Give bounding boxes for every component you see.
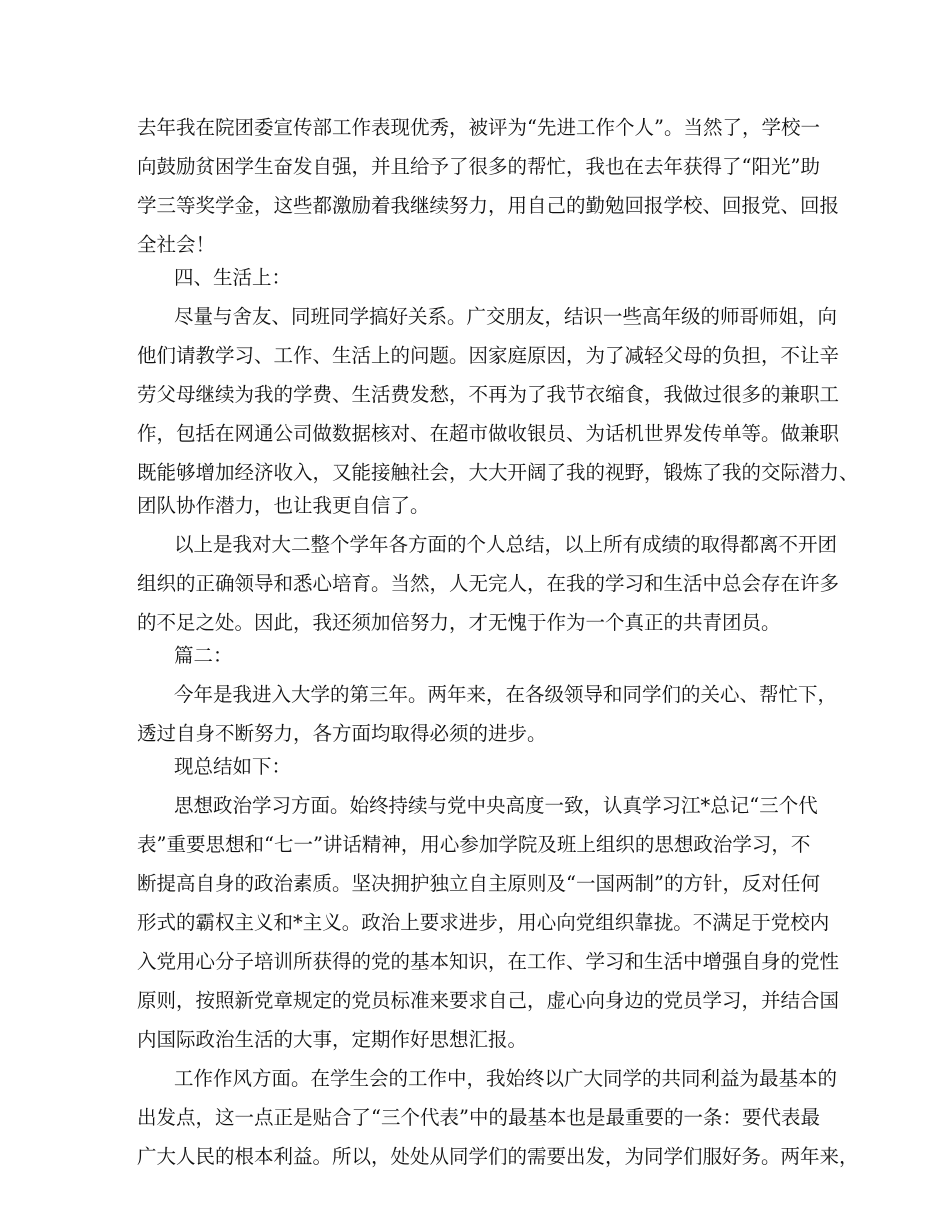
text-line: 透过自身不断努力，各方面均取得必须的进步。 — [137, 722, 547, 745]
text-line: 断提高自身的政治素质。坚决拥护独立自主原则及“一国两制”的方针，反对任何 — [137, 872, 820, 895]
text-line: 形式的霸权主义和*主义。政治上要求进步，用心向党组织靠拢。不满足于党校内 — [137, 911, 830, 934]
text-line: 去年我在院团委宣传部工作表现优秀，被评为“先进工作个人”。当然了，学校一 — [137, 116, 820, 139]
text-line: 内国际政治生活的大事，定期作好思想汇报。 — [137, 1028, 528, 1051]
text-line: 既能够增加经济收入，又能接触社会，大大开阔了我的视野，锻炼了我的交际潜力、 — [137, 461, 859, 484]
text-line: 出发点，这一点正是贴合了“三个代表”中的最基本也是最重要的一条：要代表最 — [137, 1106, 820, 1129]
text-line: 组织的正确领导和悉心培育。当然，人无完人，在我的学习和生活中总会存在许多 — [137, 572, 840, 595]
text-line: 以上是我对大二整个学年各方面的个人总结，以上所有成绩的取得都离不开团 — [174, 533, 838, 556]
text-line: 向鼓励贫困学生奋发自强，并且给予了很多的帮忙，我也在去年获得了“阳光”助 — [137, 155, 820, 178]
text-line: 作，包括在网通公司做数据核对、在超市做收银员、为话机世界发传单等。做兼职 — [137, 422, 840, 445]
text-line: 的不足之处。因此，我还须加倍努力，才无愧于作为一个真正的共青团员。 — [137, 611, 781, 634]
text-line: 学三等奖学金，这些都激励着我继续努力，用自己的勤勉回报学校、回报党、回报 — [137, 194, 840, 217]
text-line: 尽量与舍友、同班同学搞好关系。广交朋友，结识一些高年级的师哥师姐，向 — [174, 305, 838, 328]
text-line: 团队协作潜力，也让我更自信了。 — [137, 494, 430, 517]
text-line: 劳父母继续为我的学费、生活费发愁，不再为了我节衣缩食，我做过很多的兼职工 — [137, 383, 840, 406]
text-line: 广大人民的根本利益。所以，处处从同学们的需要出发，为同学们服好务。两年来， — [137, 1145, 859, 1168]
text-line: 思想政治学习方面。始终持续与党中央高度一致，认真学习江*总记“三个代 — [174, 794, 818, 817]
text-line: 表”重要思想和“七一”讲话精神，用心参加学院及班上组织的思想政治学习，不 — [137, 833, 811, 856]
text-line: 工作作风方面。在学生会的工作中，我始终以广大同学的共同利益为最基本的 — [174, 1067, 838, 1090]
text-line: 今年是我进入大学的第三年。两年来，在各级领导和同学们的关心、帮忙下， — [174, 683, 838, 706]
text-line: 原则，按照新党章规定的党员标准来要求自己，虚心向身边的党员学习，并结合国 — [137, 989, 840, 1012]
section-heading: 四、生活上： — [174, 266, 292, 289]
section-heading: 篇二： — [174, 644, 233, 667]
text-line: 全社会！ — [137, 233, 216, 256]
text-line: 入党用心分子培训所获得的党的基本知识，在工作、学习和生活中增强自身的党性 — [137, 950, 840, 973]
text-line: 他们请教学习、工作、生活上的问题。因家庭原因，为了减轻父母的负担，不让辛 — [137, 344, 840, 367]
text-line: 现总结如下： — [174, 755, 292, 778]
